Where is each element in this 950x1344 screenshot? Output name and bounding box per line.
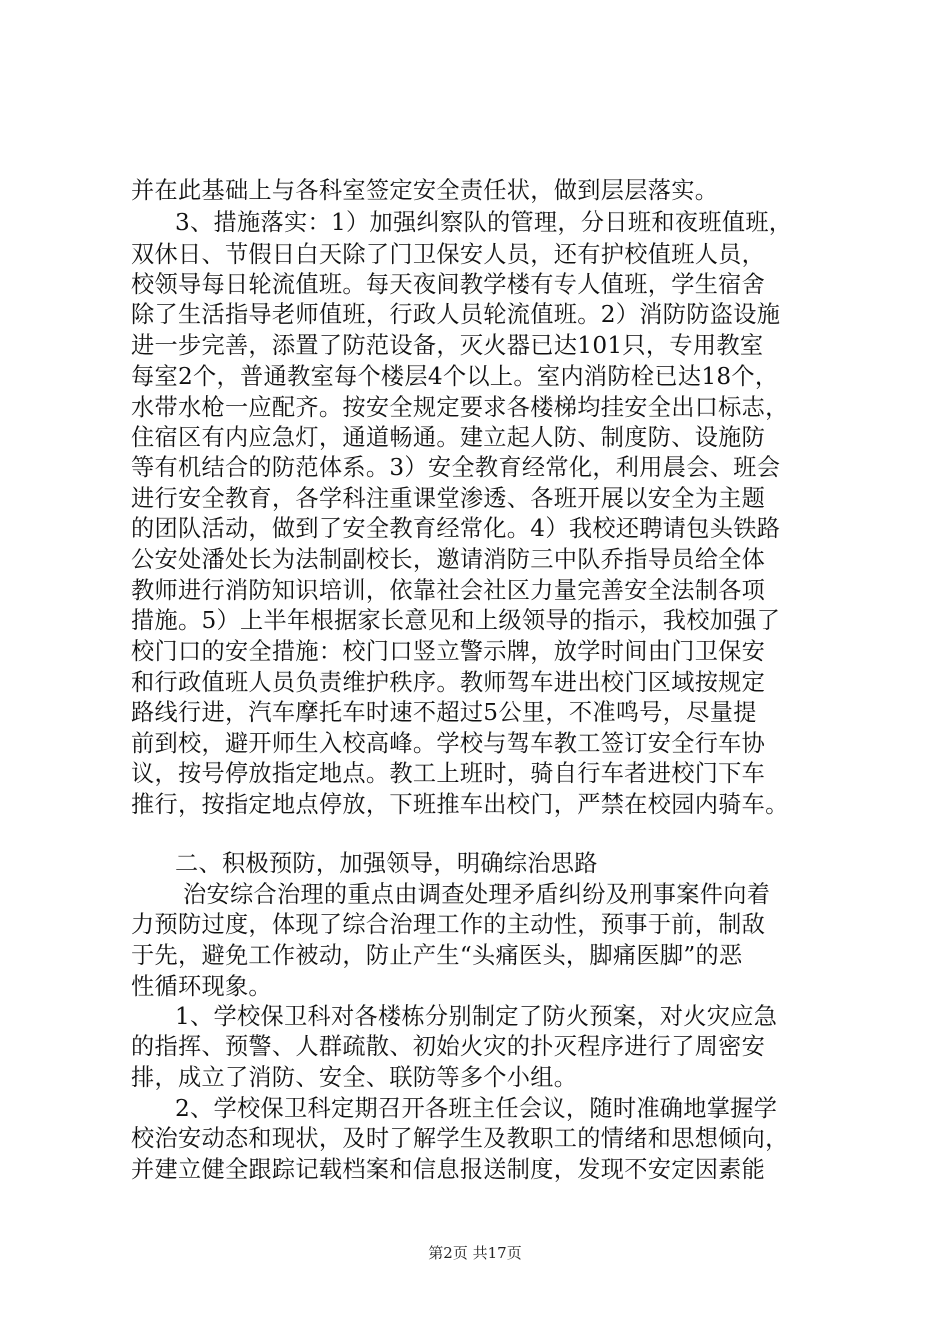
text-line: 公安处潘处长为法制副校长，邀请消防三中队乔指导员给全体 — [131, 546, 766, 573]
text-line: 进行安全教育，各学科注重课堂渗透、各班开展以安全为主题 — [131, 485, 766, 512]
text-line: 的团队活动，做到了安全教育经常化。4）我校还聘请包头铁路 — [131, 515, 781, 542]
text-line: 和行政值班人员负责维护秩序。教师驾车进出校门区域按规定 — [131, 669, 766, 696]
text-line: 排，成立了消防、安全、联防等多个小组。 — [131, 1064, 578, 1091]
text-line: 住宿区有内应急灯，通道畅通。建立起人防、制度防、设施防 — [131, 424, 766, 451]
text-line: 的指挥、预警、人群疏散、初始火灾的扑灭程序进行了周密安 — [131, 1033, 766, 1060]
text-line: 校门口的安全措施：校门口竖立警示牌，放学时间由门卫保安 — [131, 638, 766, 665]
text-line: 校领导每日轮流值班。每天夜间教学楼有专人值班，学生宿舍 — [131, 271, 766, 298]
text-line: 3、措施落实：1）加强纠察队的管理，分日班和夜班值班， — [175, 209, 793, 236]
text-line: 力预防过度，体现了综合治理工作的主动性，预事于前，制敌 — [131, 911, 766, 938]
text-line: 1、学校保卫科对各楼栋分别制定了防火预案，对火灾应急 — [175, 1003, 778, 1030]
text-line: 进一步完善，添置了防范设备，灭火器已达101只，专用教室 — [131, 332, 764, 359]
text-line: 措施。5）上半年根据家长意见和上级领导的指示，我校加强了 — [131, 607, 781, 634]
text-line: 每室2个，普通教室每个楼层4个以上。室内消防栓已达18个， — [131, 363, 779, 390]
text-line: 治安综合治理的重点由调查处理矛盾纠纷及刑事案件向着 — [183, 881, 771, 908]
text-line: 等有机结合的防范体系。3）安全教育经常化，利用晨会、班会 — [131, 454, 781, 481]
text-line: 除了生活指导老师值班，行政人员轮流值班。2）消防防盗设施 — [131, 301, 781, 328]
text-line: 并建立健全跟踪记载档案和信息报送制度，发现不安定因素能 — [131, 1156, 766, 1183]
text-line: 推行，按指定地点停放，下班推车出校门，严禁在校园内骑车。 — [131, 791, 789, 818]
text-line: 议，按号停放指定地点。教工上班时，骑自行车者进校门下车 — [131, 760, 766, 787]
text-line: 水带水枪一应配齐。按安全规定要求各楼梯均挂安全出口标志， — [131, 394, 789, 421]
text-line: 教师进行消防知识培训，依靠社会社区力量完善安全法制各项 — [131, 577, 766, 604]
section-heading: 二、积极预防，加强领导，明确综治思路 — [175, 850, 598, 877]
text-line: 性循环现象。 — [131, 973, 272, 1000]
text-line: 于先，避免工作被动，防止产生“头痛医头，脚痛医脚”的恶 — [131, 942, 743, 969]
text-line: 并在此基础上与各科室签定安全责任状，做到层层落实。 — [131, 177, 719, 204]
text-line: 路线行进，汽车摩托车时速不超过5公里，不准鸣号，尽量提 — [131, 699, 757, 726]
text-line: 校治安动态和现状，及时了解学生及教职工的情绪和思想倾向， — [131, 1125, 789, 1152]
text-line: 双休日、节假日白天除了门卫保安人员，还有护校值班人员， — [131, 241, 766, 268]
text-line: 前到校，避开师生入校高峰。学校与驾车教工签订安全行车协 — [131, 730, 766, 757]
page-number-footer: 第2页 共17页 — [428, 1244, 522, 1262]
text-line: 2、学校保卫科定期召开各班主任会议，随时准确地掌握学 — [175, 1095, 778, 1122]
